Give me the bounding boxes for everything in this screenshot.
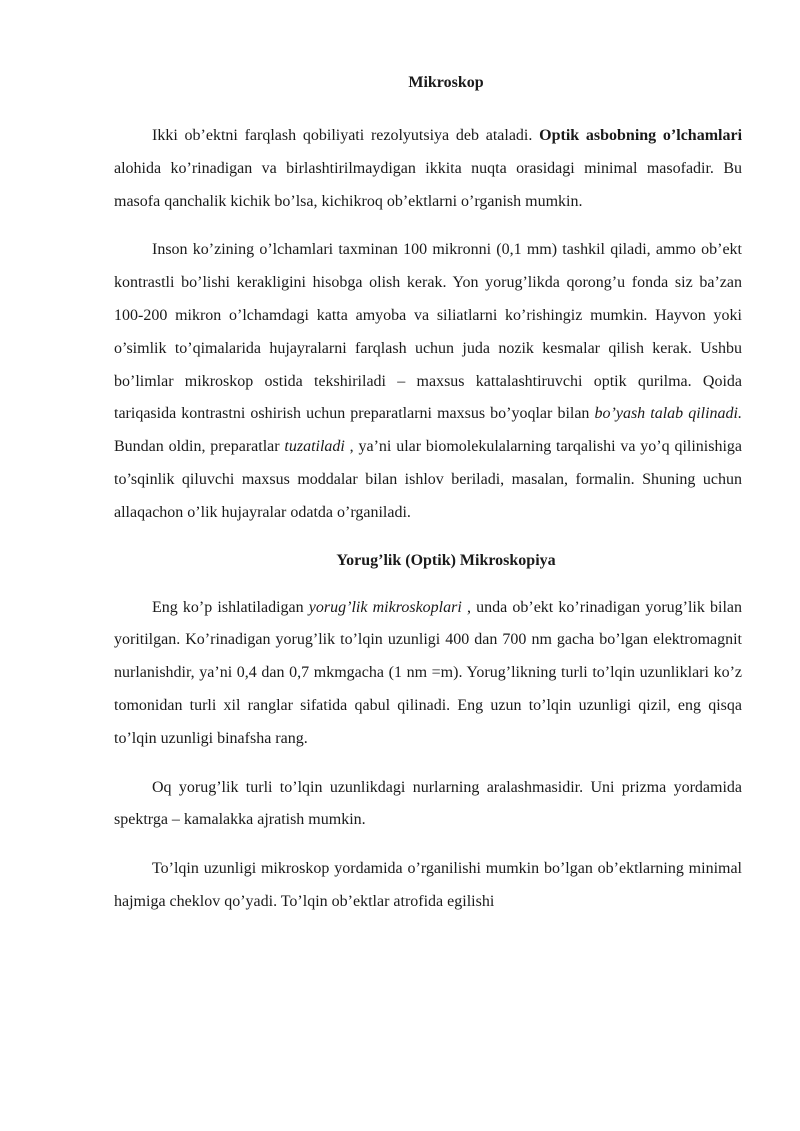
- paragraph-text: , ya’ni ular biomolekulalarning tarqalishi va yo’q qilinishiga to’sqinlik qiluvchi maxsus moddalar bilan ishlov beriladi, masalan, formalin. Shuning uchun allaqachon o’lik hujayralar odatda o’rganiladi.: [114, 438, 742, 521]
- paragraph-wavelength-limit: To’lqin uzunligi mikroskop yordamida o’rganilishi mumkin bo’lgan ob’ektlarning minimal hajmiga cheklov qo’yadi. To’lqin ob’ektlar atrofida egilishi: [114, 860, 742, 910]
- page-title: Mikroskop: [408, 74, 484, 91]
- italic-term: yorug’lik mikroskoplari: [308, 598, 462, 616]
- paragraph-text: Inson ko’zining o’lchamlari taxminan 100 mikronni (0,1 mm) tashkil qiladi, ammo ob’ekt kontrastli bo’lishi kerakligini hisobga olish kerak. Yon yorug’likda qorong’u fonda siz ba’zan 100-200 mikron o’lchamdagi katta amyoba va siliatlarni ko’rishingiz mumkin. Hayvon yoki o’simlik to’qimalarida hujayralarni farqlash uchun juda nozik kesmalar qilish kerak. Ushbu bo’limlar mikroskop ostida tekshiriladi – maxsus kattalashtiruvchi optik qurilma. Qoida tariqasida kontrastni oshirish uchun preparatlarni maxsus bo’yoqlar bilan: [114, 241, 742, 423]
- bold-term: Optik asbobning o’lchamlari: [539, 127, 743, 144]
- section-heading: Yorug’lik (Optik) Mikroskopiya: [336, 551, 556, 569]
- paragraph-text: , unda ob’ekt ko’rinadigan yorug’lik bilan yoritilgan. Ko’rinadigan yorug’lik to’lqin uzunligi 400 dan 700 nm gacha bo’lgan elektromagnit nurlanishdir, ya’ni 0,4 dan 0,7 mkmgacha (1 nm =m). Yorug’likning turli to’lqin uzunliklari ko’z tomonidan turli xil ranglar sifatida qabul qilinadi. Eng uzun to’lqin uzunligi qizil, eng qisqa to’lqin uzunligi binafsha rang.: [114, 598, 743, 747]
- paragraph-text: alohida ko’rinadigan va birlashtirilmaydigan ikkita nuqta orasidagi minimal masofadir. Bu masofa qanchalik kichik bo’lsa, kichikroq ob’ektlarni o’rganish mumkin.: [114, 159, 742, 210]
- italic-term: bo’yash talab qilinadi.: [594, 405, 742, 423]
- paragraph-text: Bundan oldin, preparatlar: [114, 438, 285, 456]
- paragraph-human-eye: [114, 234, 742, 529]
- italic-term: tuzatiladi: [284, 438, 345, 456]
- paragraph-resolution: [114, 120, 742, 218]
- paragraph-text: Eng ko’p ishlatiladigan: [152, 598, 309, 616]
- paragraph-white-light: Oq yorug’lik turli to’lqin uzunlikdagi nurlarning aralashmasidir. Uni prizma yordamida spektrga – kamalakka ajratish mumkin.: [114, 778, 742, 829]
- paragraph-text: Ikki ob’ektni farqlash qobiliyati rezolyutsiya deb ataladi.: [152, 127, 540, 144]
- paragraph-light-microscopes: [114, 592, 742, 756]
